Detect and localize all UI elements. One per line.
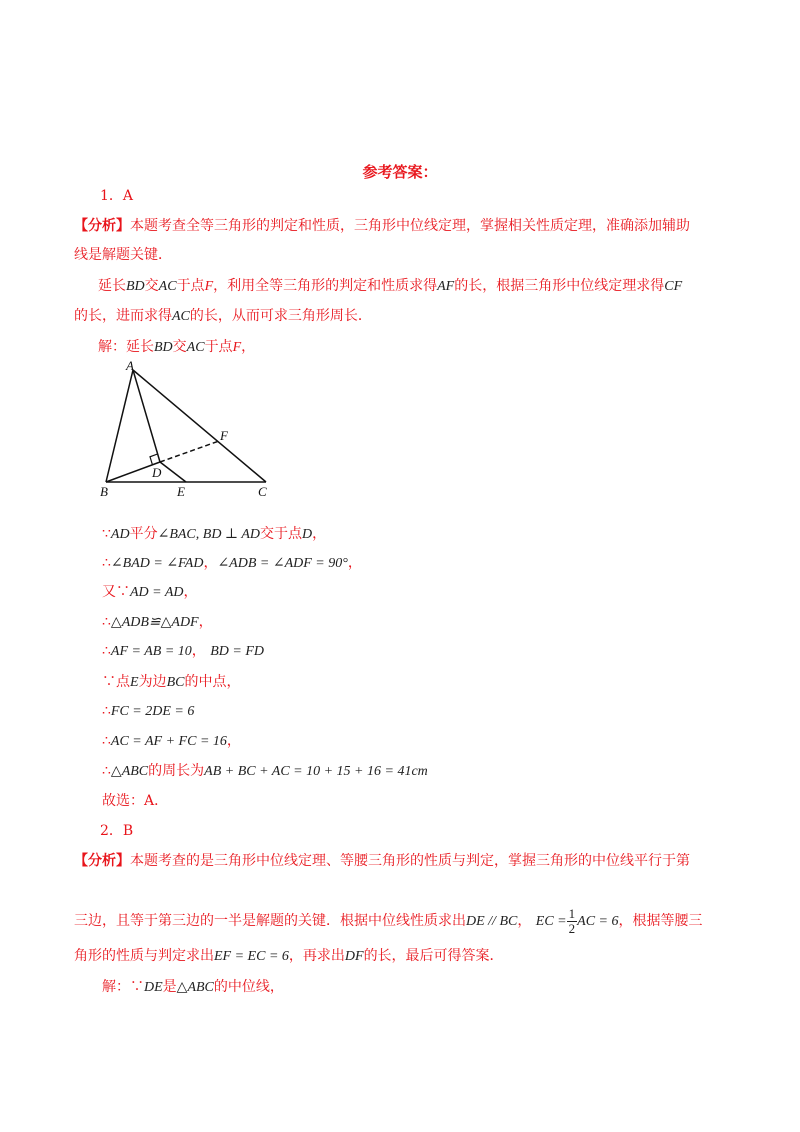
q1-step6-math-bc: BC [166, 675, 185, 690]
q1-method-text-f: 的长，进而求得 [74, 308, 172, 324]
q2-analysis-line-2 [74, 903, 702, 939]
q1-step1-text-b: 平分 [129, 526, 158, 542]
page-title: 参考答案： [362, 163, 438, 181]
fraction-numerator: 1 [568, 905, 576, 921]
q1-step-5 [102, 641, 264, 662]
q1-step9-text-b: 的周长为 [148, 763, 205, 779]
q1-math-ac: AC [158, 279, 177, 294]
q1-math-f: F [204, 279, 214, 294]
q1-analysis-text-1: 本题考查全等三角形的判定和性质，三角形中位线定理，掌握相关性质定理，准确添加辅助 [130, 218, 690, 234]
q1-step-7 [102, 701, 194, 722]
q1-step7-math: FC = 2DE = 6 [110, 704, 195, 719]
q1-step6-math-e: E [130, 675, 139, 690]
q1-step3-math: AD = AD [130, 585, 184, 600]
q2-sol-text-c: 的中位线， [213, 979, 284, 995]
segment-ad [133, 370, 160, 462]
q1-analysis-tag: 【分析】 [74, 218, 130, 234]
q1-step2-math-2: ∠ADB = ∠ADF = 90° [217, 556, 348, 571]
q1-sol-text-d: ， [241, 339, 256, 355]
q1-step-4 [102, 612, 213, 633]
q1-step9-math-1: △ABC [110, 764, 149, 779]
q1-analysis-line-1 [74, 216, 690, 236]
q1-step-9 [102, 761, 428, 782]
label-b: B [100, 484, 108, 499]
fraction-one-half [567, 907, 578, 936]
q2-l2-math-parallel: DE // BC [466, 914, 518, 929]
q2-analysis-line-1 [74, 851, 690, 871]
q1-method-text-g: 的长，从而可求三角形周长． [189, 308, 372, 324]
q2-l3-text-a: 角形的性质与判定求出 [74, 948, 214, 964]
therefore-symbol: ∴ [102, 733, 111, 749]
segment-df-dashed [160, 441, 219, 462]
therefore-symbol: ∴ [102, 555, 111, 571]
q1-step8-math: AC = AF + FC = 16 [110, 734, 227, 749]
label-f: F [220, 428, 228, 443]
q1-step1-text-c: 交于点 [260, 526, 303, 542]
q1-step9-math-2: AB + BC + AC = 10 + 15 + 16 = 41cm [204, 764, 428, 779]
q1-step1-math-ad: AD [110, 527, 130, 542]
q1-step1-math-angle: ∠BAC, BD ⊥ AD [157, 527, 261, 542]
q2-l3-text-c: 的长，最后可得答案． [363, 948, 504, 964]
q1-step-3 [102, 582, 198, 603]
q1-step6-text-b: 为边 [138, 674, 167, 690]
q1-method-text-e: 的长，根据三角形中位线定理求得 [454, 278, 665, 294]
q1-step5-math-2: BD = FD [210, 644, 265, 659]
q2-sol-text-b: 是 [162, 979, 177, 995]
q1-step6-text-a: ∵点 [102, 674, 130, 690]
q2-analysis-line-3 [74, 946, 504, 967]
q2-analysis-text-1: 本题考查的是三角形中位线定理、等腰三角形的性质与判定，掌握三角形的中位线平行于第 [130, 853, 690, 869]
q2-l2-text-b: ， [517, 913, 532, 929]
therefore-symbol: ∴ [102, 614, 111, 630]
q2-l3-text-b: ，再求出 [288, 948, 345, 964]
label-e: E [177, 484, 185, 499]
q1-sol-math-ac: AC [186, 340, 205, 355]
segment-ab [106, 370, 133, 482]
q1-step4-math: △ADB≌△ADF [110, 615, 199, 630]
q1-math-af: AF [437, 279, 455, 294]
q1-sol-text-a: 解：延长 [98, 339, 154, 355]
q2-analysis-tag: 【分析】 [74, 853, 130, 869]
q2-l2-math-ac: AC = 6 [577, 914, 619, 929]
q1-solution-intro [98, 337, 255, 358]
therefore-symbol: ∴ [102, 763, 111, 779]
label-c: C [258, 484, 267, 499]
q2-sol-text-a: 解：∵ [102, 979, 144, 995]
q1-math-bd: BD [126, 279, 145, 294]
q1-method-line-1 [98, 276, 682, 297]
q2-answer-head: 2．B [100, 823, 134, 839]
q1-analysis-line-2: 线是解题关键． [74, 247, 172, 263]
q1-step3-text-a: 又∵ [102, 584, 130, 600]
q2-sol-math-abc: △ABC [176, 980, 214, 995]
q2-sol-math-de: DE [144, 980, 163, 995]
q2-l3-math-ef: EF = EC = 6 [214, 949, 289, 964]
q2-solution-intro [102, 977, 284, 998]
fraction-denominator: 2 [568, 920, 576, 936]
q1-method-text-d: ，利用全等三角形的判定和性质求得 [213, 278, 438, 294]
q1-step4-text-b: ， [198, 614, 213, 630]
label-a: A [126, 358, 134, 373]
q1-step2-text-b: ， [203, 555, 218, 571]
q1-step2-math-1: ∠BAD = ∠FAD [110, 556, 204, 571]
q1-answer-head: 1．A [100, 188, 134, 204]
q1-step5-math-1: AF = AB = 10 [110, 644, 192, 659]
q1-step8-text-b: ， [226, 733, 241, 749]
q1-method-line-2 [74, 306, 372, 327]
because-symbol: ∵ [102, 526, 111, 542]
label-d: D [152, 465, 162, 480]
q1-sol-text-c: 于点 [204, 339, 233, 355]
q2-l2-math-ec: EC = [535, 914, 567, 929]
q1-sol-text-b: 交 [172, 339, 187, 355]
q1-step2-text-c: ， [347, 555, 362, 571]
q1-step-6 [102, 672, 240, 693]
q1-step-1 [102, 524, 326, 545]
q2-l2-text-a: 三边，且等于第三边的一半是解题的关键．根据中位线性质求出 [74, 913, 466, 929]
q1-step5-text-b: ， [191, 643, 206, 659]
q1-step1-text-d: ， [312, 526, 327, 542]
q1-step6-text-c: 的中点， [184, 674, 241, 690]
q1-math-cf: CF [664, 279, 683, 294]
q1-method-text-a: 延长 [98, 278, 126, 294]
q1-sol-math-f: F [232, 340, 242, 355]
segment-de [160, 462, 186, 482]
triangle-figure [96, 358, 286, 503]
q2-l2-text-c: ，根据等腰三 [618, 913, 703, 929]
q1-choice: 故选：A． [102, 793, 169, 809]
q1-step-2 [102, 553, 362, 574]
q1-step1-math-d: D [302, 527, 313, 542]
therefore-symbol: ∴ [102, 643, 111, 659]
q2-l3-math-df: DF [344, 949, 364, 964]
q1-method-text-b: 交 [144, 278, 159, 294]
q1-sol-math-bd: BD [154, 340, 173, 355]
therefore-symbol: ∴ [102, 703, 111, 719]
q1-method-text-c: 于点 [176, 278, 205, 294]
q1-step3-text-b: ， [183, 584, 198, 600]
q1-step-8 [102, 731, 241, 752]
q1-math-ac-2: AC [172, 309, 190, 324]
